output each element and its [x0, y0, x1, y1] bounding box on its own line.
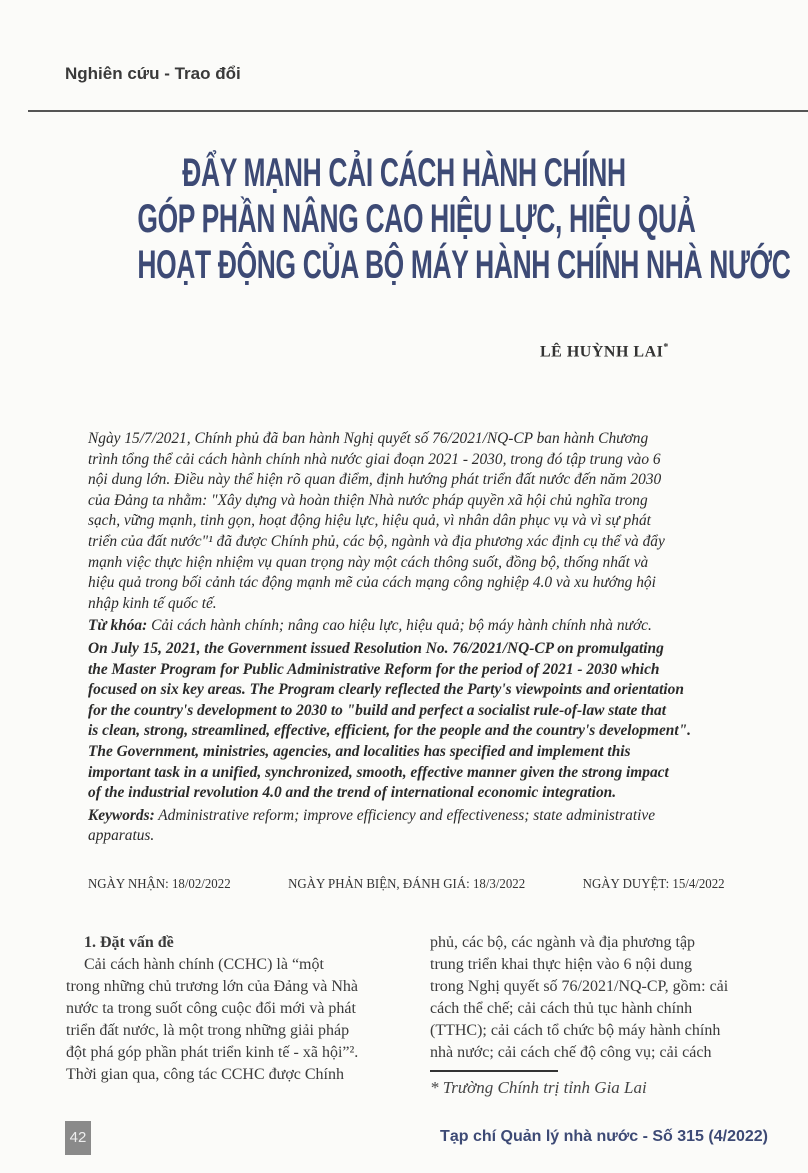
abstract-vi-line: của Đảng ta nhằm: "Xây dựng và hoàn thiện Nhà nước pháp quyền xã hội chủ nghĩa trong [88, 491, 648, 509]
header-rule [28, 110, 808, 112]
abstract-vi-line: Ngày 15/7/2021, Chính phủ đã ban hành Nghị quyết số 76/2021/NQ-CP ban hành Chương [88, 430, 649, 447]
abstract-en-line: On July 15, 2021, the Government issued Resolution No. 76/2021/NQ-CP on promulgating [88, 639, 664, 657]
title-line: GÓP PHẦN NÂNG CAO HIỆU LỰC, HIỆU QUẢ [137, 197, 696, 241]
page-number: 42 [65, 1121, 91, 1155]
abstract-en-line: is clean, strong, streamlined, effective, efficient, for the people and the country's development". [88, 722, 692, 740]
journal-footer: Tạp chí Quản lý nhà nước - Số 315 (4/2022) [440, 1128, 768, 1145]
keywords-en-text: Administrative reform; improve efficiency and effectiveness; state administrative [154, 806, 656, 824]
author-name: LÊ HUỲNH LAI [540, 343, 664, 361]
abstract-vi-line: nội dung lớn. Điều này thể hiện rõ quan điểm, định hướng phát triển đất nước đến năm 2030 [88, 471, 662, 489]
abstract-en-line: for the country's development to 2030 to "build and perfect a socialist rule-of-law state that [88, 701, 666, 719]
abstract-en-line: focused on six key areas. The Program clearly reflected the Party's viewpoints and orientation [88, 681, 684, 699]
body-line: trong những chủ trương lớn của Đảng và Nhà [66, 978, 358, 995]
date-approved: NGÀY DUYỆT: 15/4/2022 [582, 877, 725, 892]
abstract-vi-line: triển của đất nước"¹ đã được Chính phủ, các bộ, ngành và địa phương xác định cụ thể và đẩy [88, 532, 665, 550]
body-line: nhà nước; cải cách chế độ công vụ; cải cách [430, 1044, 712, 1061]
body-right-column [430, 932, 770, 1064]
body-line: cách thể chế; cải cách thủ tục hành chính [430, 1000, 693, 1017]
footnote: * Trường Chính trị tỉnh Gia Lai [430, 1078, 647, 1097]
body-line: Thời gian qua, công tác CCHC được Chính [66, 1066, 344, 1083]
abstract-vi-line: sạch, vững mạnh, tinh gọn, hoạt động hiệu lực, hiệu quả, vì nhân dân phục vụ và vì sự phát [88, 512, 651, 530]
author [540, 342, 669, 361]
article-title [0, 150, 808, 288]
body-line: phủ, các bộ, các ngành và địa phương tập [430, 934, 696, 951]
abstract-en-line: important task in a unified, synchronized, smooth, effective manner given the strong impact [88, 763, 669, 781]
keywords-en-text: apparatus. [88, 827, 155, 845]
keywords-vi-label: Từ khóa: [88, 617, 148, 635]
abstract [88, 429, 788, 847]
title-line: ĐẨY MẠNH CẢI CÁCH HÀNH CHÍNH [182, 151, 626, 195]
keywords-vi-text: Cải cách hành chính; nâng cao hiệu lực, hiệu quả; bộ máy hành chính nhà nước. [147, 617, 652, 635]
footnote-rule [430, 1070, 558, 1072]
abstract-en-line: The Government, ministries, agencies, and localities has specified and implement this [88, 742, 631, 760]
abstract-vi-line: hiệu quả trong bối cảnh tác động mạnh mẽ của cách mạng công nghiệp 4.0 và xu hướng hội [88, 574, 656, 592]
body-line: trung triển khai thực hiện vào 6 nội dung [430, 956, 692, 973]
abstract-vi-line: nhập kinh tế quốc tế. [88, 594, 217, 612]
body-line: trong Nghị quyết số 76/2021/NQ-CP, gồm: cải [430, 978, 729, 995]
title-line: HOẠT ĐỘNG CỦA BỘ MÁY HÀNH CHÍNH NHÀ NƯỚC [137, 243, 791, 287]
dates-row [88, 877, 725, 893]
keywords-en-label: Keywords: [88, 806, 155, 824]
body-line: nước ta trong suốt công cuộc đổi mới và phát [66, 1000, 356, 1017]
body-left-column [66, 932, 406, 1086]
body-line: Cải cách hành chính (CCHC) là “một [84, 956, 324, 973]
abstract-vi-line: trình tổng thể cải cách hành chính nhà nước giai đoạn 2021 - 2030, trong đó tập trung vào 6 [88, 450, 661, 468]
section-label: Nghiên cứu - Trao đổi [65, 64, 241, 83]
abstract-en-line: of the industrial revolution 4.0 and the trend of international economic integration. [88, 784, 617, 802]
body-line: đột phá góp phần phát triển kinh tế - xã hội”². [66, 1044, 359, 1061]
keywords-en [88, 806, 788, 827]
keywords-vi [88, 616, 788, 637]
abstract-en-line: the Master Program for Public Administrative Reform for the period of 2021 - 2030 which [88, 660, 660, 678]
author-mark: * [663, 342, 669, 353]
body-line: (TTHC); cải cách tổ chức bộ máy hành chính [430, 1022, 721, 1039]
body-line: triển đất nước, là một trong những giải pháp [66, 1022, 350, 1039]
date-reviewed: NGÀY PHẢN BIỆN, ĐÁNH GIÁ: 18/3/2022 [288, 877, 526, 892]
abstract-vi-line: mạnh việc thực hiện nhiệm vụ quan trọng này một cách thông suốt, đồng bộ, thống nhất và [88, 553, 649, 571]
date-received: NGÀY NHẬN: 18/02/2022 [88, 877, 231, 892]
section-heading: 1. Đặt vấn đề [84, 934, 174, 951]
